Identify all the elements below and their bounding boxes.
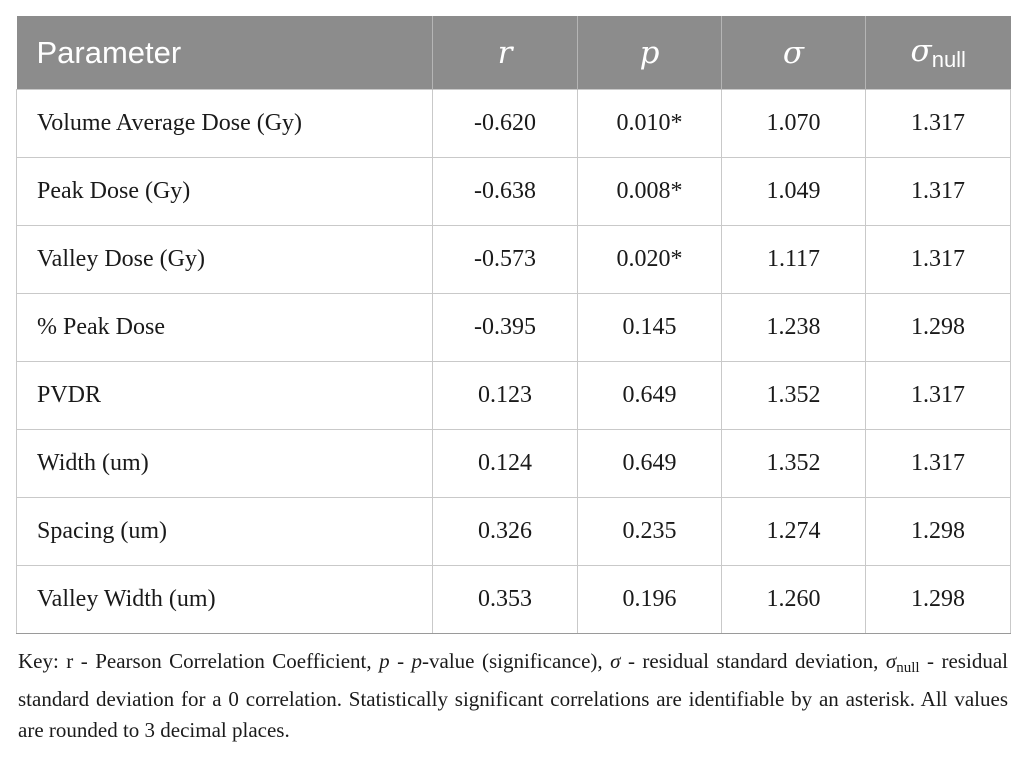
cell-r: 0.353 (433, 566, 578, 634)
cell-parameter: Valley Width (um) (17, 566, 433, 634)
cell-p: 0.145 (578, 294, 722, 362)
header-p (578, 16, 722, 90)
table-row (17, 294, 1011, 362)
cell-parameter: Volume Average Dose (Gy) (17, 90, 433, 158)
cell-sigma-null: 1.317 (866, 226, 1011, 294)
key-prefix: Key: r - Pearson Correlation Coefficient, (18, 649, 380, 673)
key-sigma-null-symbol: σ (885, 649, 897, 673)
cell-sigma-null: 1.317 (866, 158, 1011, 226)
cell-parameter: Peak Dose (Gy) (17, 158, 433, 226)
header-sigma-null (866, 16, 1011, 90)
key-p-dash: - (389, 649, 412, 673)
cell-r: 0.326 (433, 498, 578, 566)
cell-sigma-null: 1.298 (866, 294, 1011, 362)
cell-sigma: 1.352 (722, 430, 866, 498)
cell-p: 0.649 (578, 430, 722, 498)
header-parameter: Parameter (17, 16, 433, 90)
table-row (17, 158, 1011, 226)
table-row (17, 362, 1011, 430)
cell-p: 0.008* (578, 158, 722, 226)
key-sigma-null-desc: - residual standard deviation for a 0 correlation. Statistically significant correlations are identifiable by an asterisk. All values are rounded to 3 decimal places. (18, 649, 1008, 742)
header-sigma-null-symbol: σ (910, 32, 932, 69)
cell-sigma-null: 1.317 (866, 362, 1011, 430)
cell-p: 0.196 (578, 566, 722, 634)
table-row (17, 90, 1011, 158)
cell-sigma-null: 1.317 (866, 430, 1011, 498)
cell-parameter: PVDR (17, 362, 433, 430)
cell-sigma: 1.049 (722, 158, 866, 226)
cell-sigma-null: 1.317 (866, 90, 1011, 158)
correlation-table (16, 16, 1011, 634)
table-row (17, 566, 1011, 634)
cell-sigma: 1.274 (722, 498, 866, 566)
cell-sigma: 1.070 (722, 90, 866, 158)
header-sigma (722, 16, 866, 90)
cell-r: -0.638 (433, 158, 578, 226)
cell-sigma: 1.238 (722, 294, 866, 362)
cell-p: 0.020* (578, 226, 722, 294)
cell-r: 0.124 (433, 430, 578, 498)
key-sigma-desc: - residual standard deviation, (620, 649, 886, 673)
cell-r: -0.573 (433, 226, 578, 294)
cell-sigma-null: 1.298 (866, 566, 1011, 634)
header-r (433, 16, 578, 90)
key-sigma-symbol: σ (610, 649, 621, 673)
correlation-table-container (16, 16, 1010, 634)
cell-sigma: 1.352 (722, 362, 866, 430)
header-sigma-null-sub: null (931, 46, 966, 72)
cell-parameter: % Peak Dose (17, 294, 433, 362)
table-header-row (17, 16, 1011, 90)
cell-r: -0.620 (433, 90, 578, 158)
cell-r: -0.395 (433, 294, 578, 362)
cell-r: 0.123 (433, 362, 578, 430)
cell-p: 0.010* (578, 90, 722, 158)
cell-parameter: Valley Dose (Gy) (17, 226, 433, 294)
key-p-desc: -value (significance), (422, 649, 611, 673)
table-row (17, 498, 1011, 566)
cell-sigma-null: 1.298 (866, 498, 1011, 566)
table-footnote (18, 646, 1008, 746)
table-row (17, 226, 1011, 294)
key-sigma-null-sub: null (896, 660, 920, 676)
cell-p: 0.649 (578, 362, 722, 430)
cell-parameter: Width (um) (17, 430, 433, 498)
header-p-label: p (639, 34, 660, 71)
key-p-symbol: p (379, 649, 390, 673)
cell-sigma: 1.117 (722, 226, 866, 294)
cell-p: 0.235 (578, 498, 722, 566)
table-row (17, 430, 1011, 498)
key-p-symbol-2: p (411, 649, 423, 673)
header-sigma-label: σ (782, 34, 805, 71)
header-r-label: r (497, 34, 513, 71)
cell-parameter: Spacing (um) (17, 498, 433, 566)
cell-sigma: 1.260 (722, 566, 866, 634)
